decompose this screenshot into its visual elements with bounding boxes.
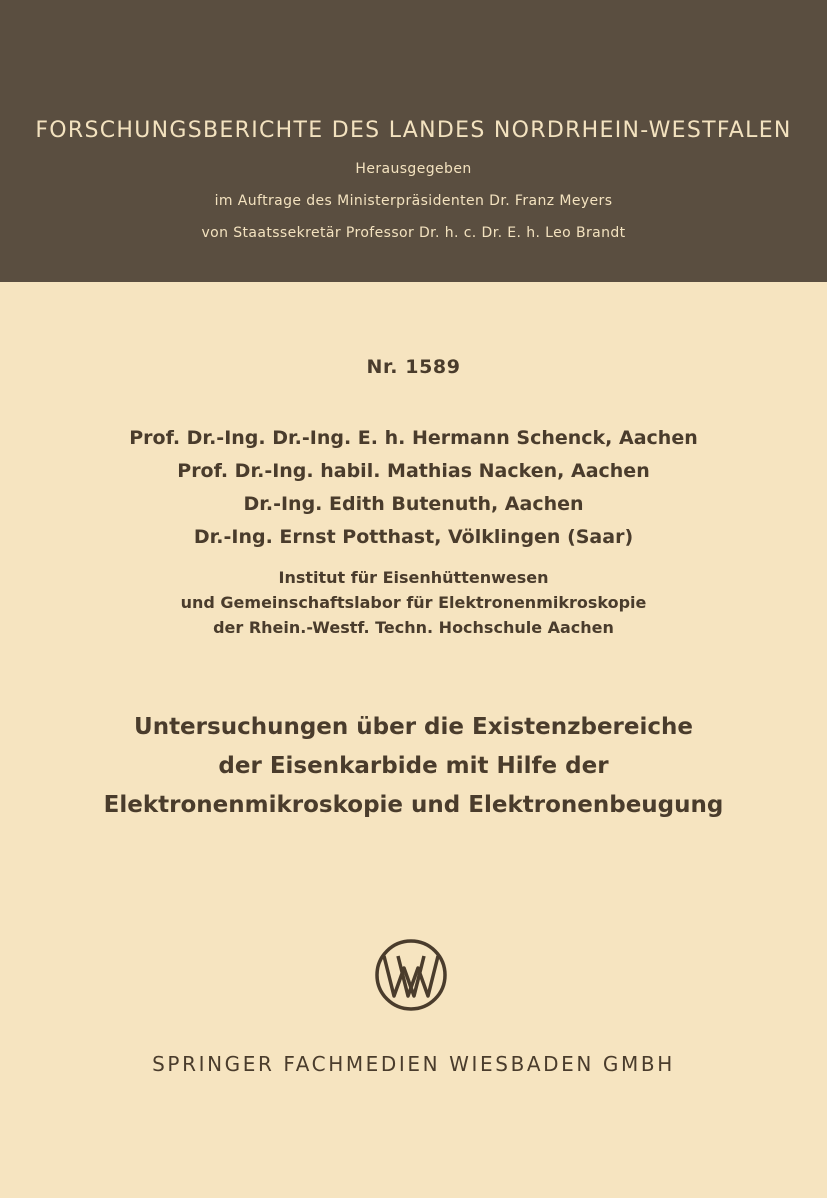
institute-line-3: der Rhein.-Westf. Techn. Hochschule Aachen [213,618,614,637]
series-title: FORSCHUNGSBERICHTE DES LANDES NORDRHEIN-WESTFALEN [35,118,792,143]
institute-block [0,565,827,640]
author-2: Prof. Dr.-Ing. habil. Mathias Nacken, Aachen [177,460,650,482]
institute-line-1: Institut für Eisenhüttenwesen [278,568,549,587]
editor-line: von Staatssekretär Professor Dr. h. c. Dr. E. h. Leo Brandt [201,225,626,241]
ww-monogram-icon [374,938,448,1012]
title-line-2: der Eisenkarbide mit Hilfe der [218,753,609,779]
book-title [0,708,827,825]
author-1: Prof. Dr.-Ing. Dr.-Ing. E. h. Hermann Schenck, Aachen [129,427,698,449]
editor-label: Herausgegeben [355,161,472,177]
publisher-name: SPRINGER FACHMEDIEN WIESBADEN GMBH [152,1052,675,1076]
title-line-1: Untersuchungen über die Existenzbereiche [134,714,693,740]
author-4: Dr.-Ing. Ernst Potthast, Völklingen (Saar) [193,526,634,548]
series-header [0,0,827,282]
institute-line-2: und Gemeinschaftslabor für Elektronenmikroskopie [180,593,647,612]
commission-line: im Auftrage des Ministerpräsidenten Dr. Franz Meyers [214,193,613,209]
title-line-3: Elektronenmikroskopie und Elektronenbeugung [103,792,724,818]
report-number: Nr. 1589 [366,356,461,378]
author-3: Dr.-Ing. Edith Butenuth, Aachen [243,493,584,515]
authors-list [0,422,827,554]
